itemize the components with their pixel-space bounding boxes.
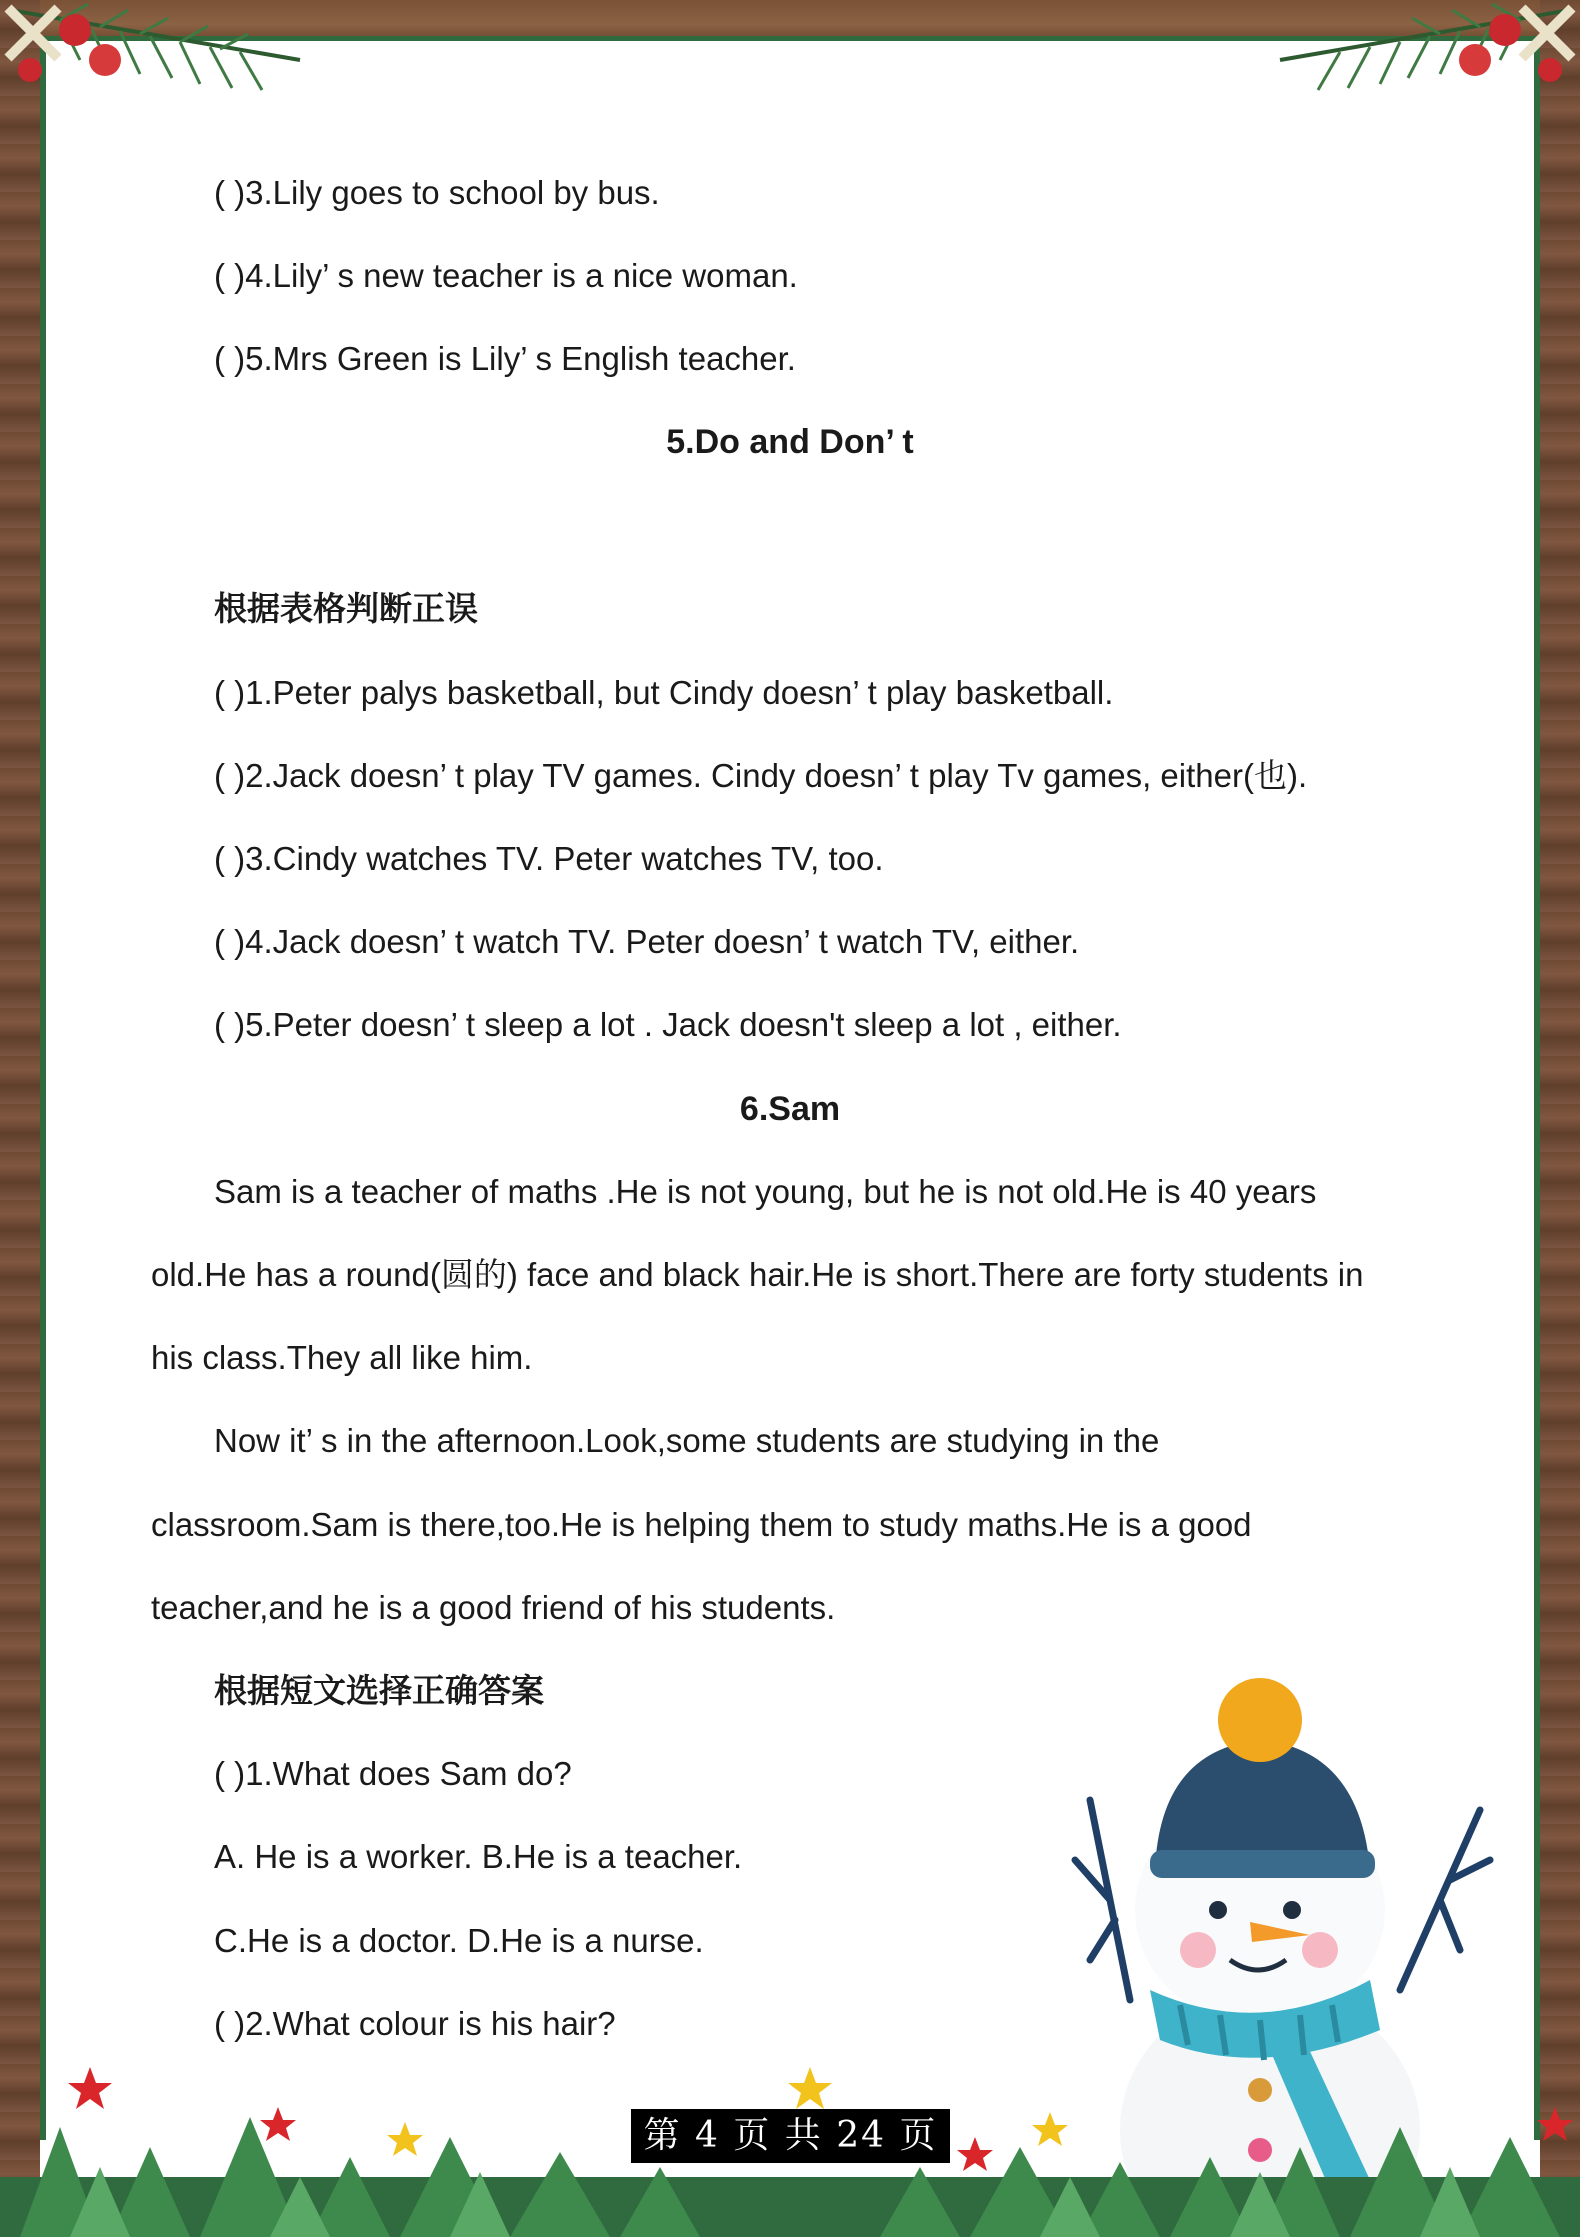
page-indicator: 第 4 页 共 24 页 <box>631 2109 950 2163</box>
question-item: ( )5.Peter doesn’ t sleep a lot . Jack doesn't sleep a lot , either. <box>214 1006 1122 1043</box>
passage-line: Now it’ s in the afternoon.Look,some students are studying in the <box>214 1422 1160 1459</box>
hat-pompom-icon <box>1218 1678 1302 1762</box>
ornament-ball-icon <box>89 44 121 76</box>
ornament-ball-icon <box>1489 14 1521 46</box>
question-item: ( )4.Lily’ s new teacher is a nice woman. <box>214 257 798 294</box>
passage-line: his class.They all like him. <box>151 1339 533 1376</box>
passage-line: Sam is a teacher of maths .He is not young, but he is not old.He is 40 years <box>214 1173 1317 1210</box>
passage-line: old.He has a round(圆的) face and black hair.He is short.There are forty students in <box>151 1256 1364 1293</box>
question-item: ( )5.Mrs Green is Lily’ s English teacher. <box>214 340 796 377</box>
answer-options: C.He is a doctor. D.He is a nurse. <box>214 1922 704 1959</box>
ornament-ball-icon <box>1538 58 1562 82</box>
ornament-ball-icon <box>1459 44 1491 76</box>
question-item: ( )2.Jack doesn’ t play TV games. Cindy doesn’ t play Tv games, either(也). <box>214 757 1308 794</box>
question-item: ( )3.Cindy watches TV. Peter watches TV, too. <box>214 840 884 877</box>
question-item: ( )1.Peter palys basketball, but Cindy doesn’ t play basketball. <box>214 674 1114 711</box>
question-item: ( )1.What does Sam do? <box>214 1755 572 1792</box>
pine-branch-icon <box>1250 0 1580 110</box>
question-item: ( )3.Lily goes to school by bus. <box>214 174 660 211</box>
section-instruction: 根据短文选择正确答案 <box>214 1672 544 1709</box>
question-item: ( )2.What colour is his hair? <box>214 2005 616 2042</box>
answer-options: A. He is a worker. B.He is a teacher. <box>214 1838 743 1875</box>
section-instruction: 根据表格判断正误 <box>214 590 478 627</box>
ornament-ball-icon <box>59 14 91 46</box>
passage-line: classroom.Sam is there,too.He is helping them to study maths.He is a good <box>151 1506 1252 1543</box>
section-heading: 6.Sam <box>739 1090 841 1128</box>
pine-branch-icon <box>0 0 330 110</box>
question-item: ( )4.Jack doesn’ t watch TV. Peter doesn’ t watch TV, either. <box>214 923 1080 960</box>
section-heading: 5.Do and Don’ t <box>666 423 914 461</box>
ornament-ball-icon <box>18 58 42 82</box>
passage-line: teacher,and he is a good friend of his students. <box>151 1589 836 1626</box>
